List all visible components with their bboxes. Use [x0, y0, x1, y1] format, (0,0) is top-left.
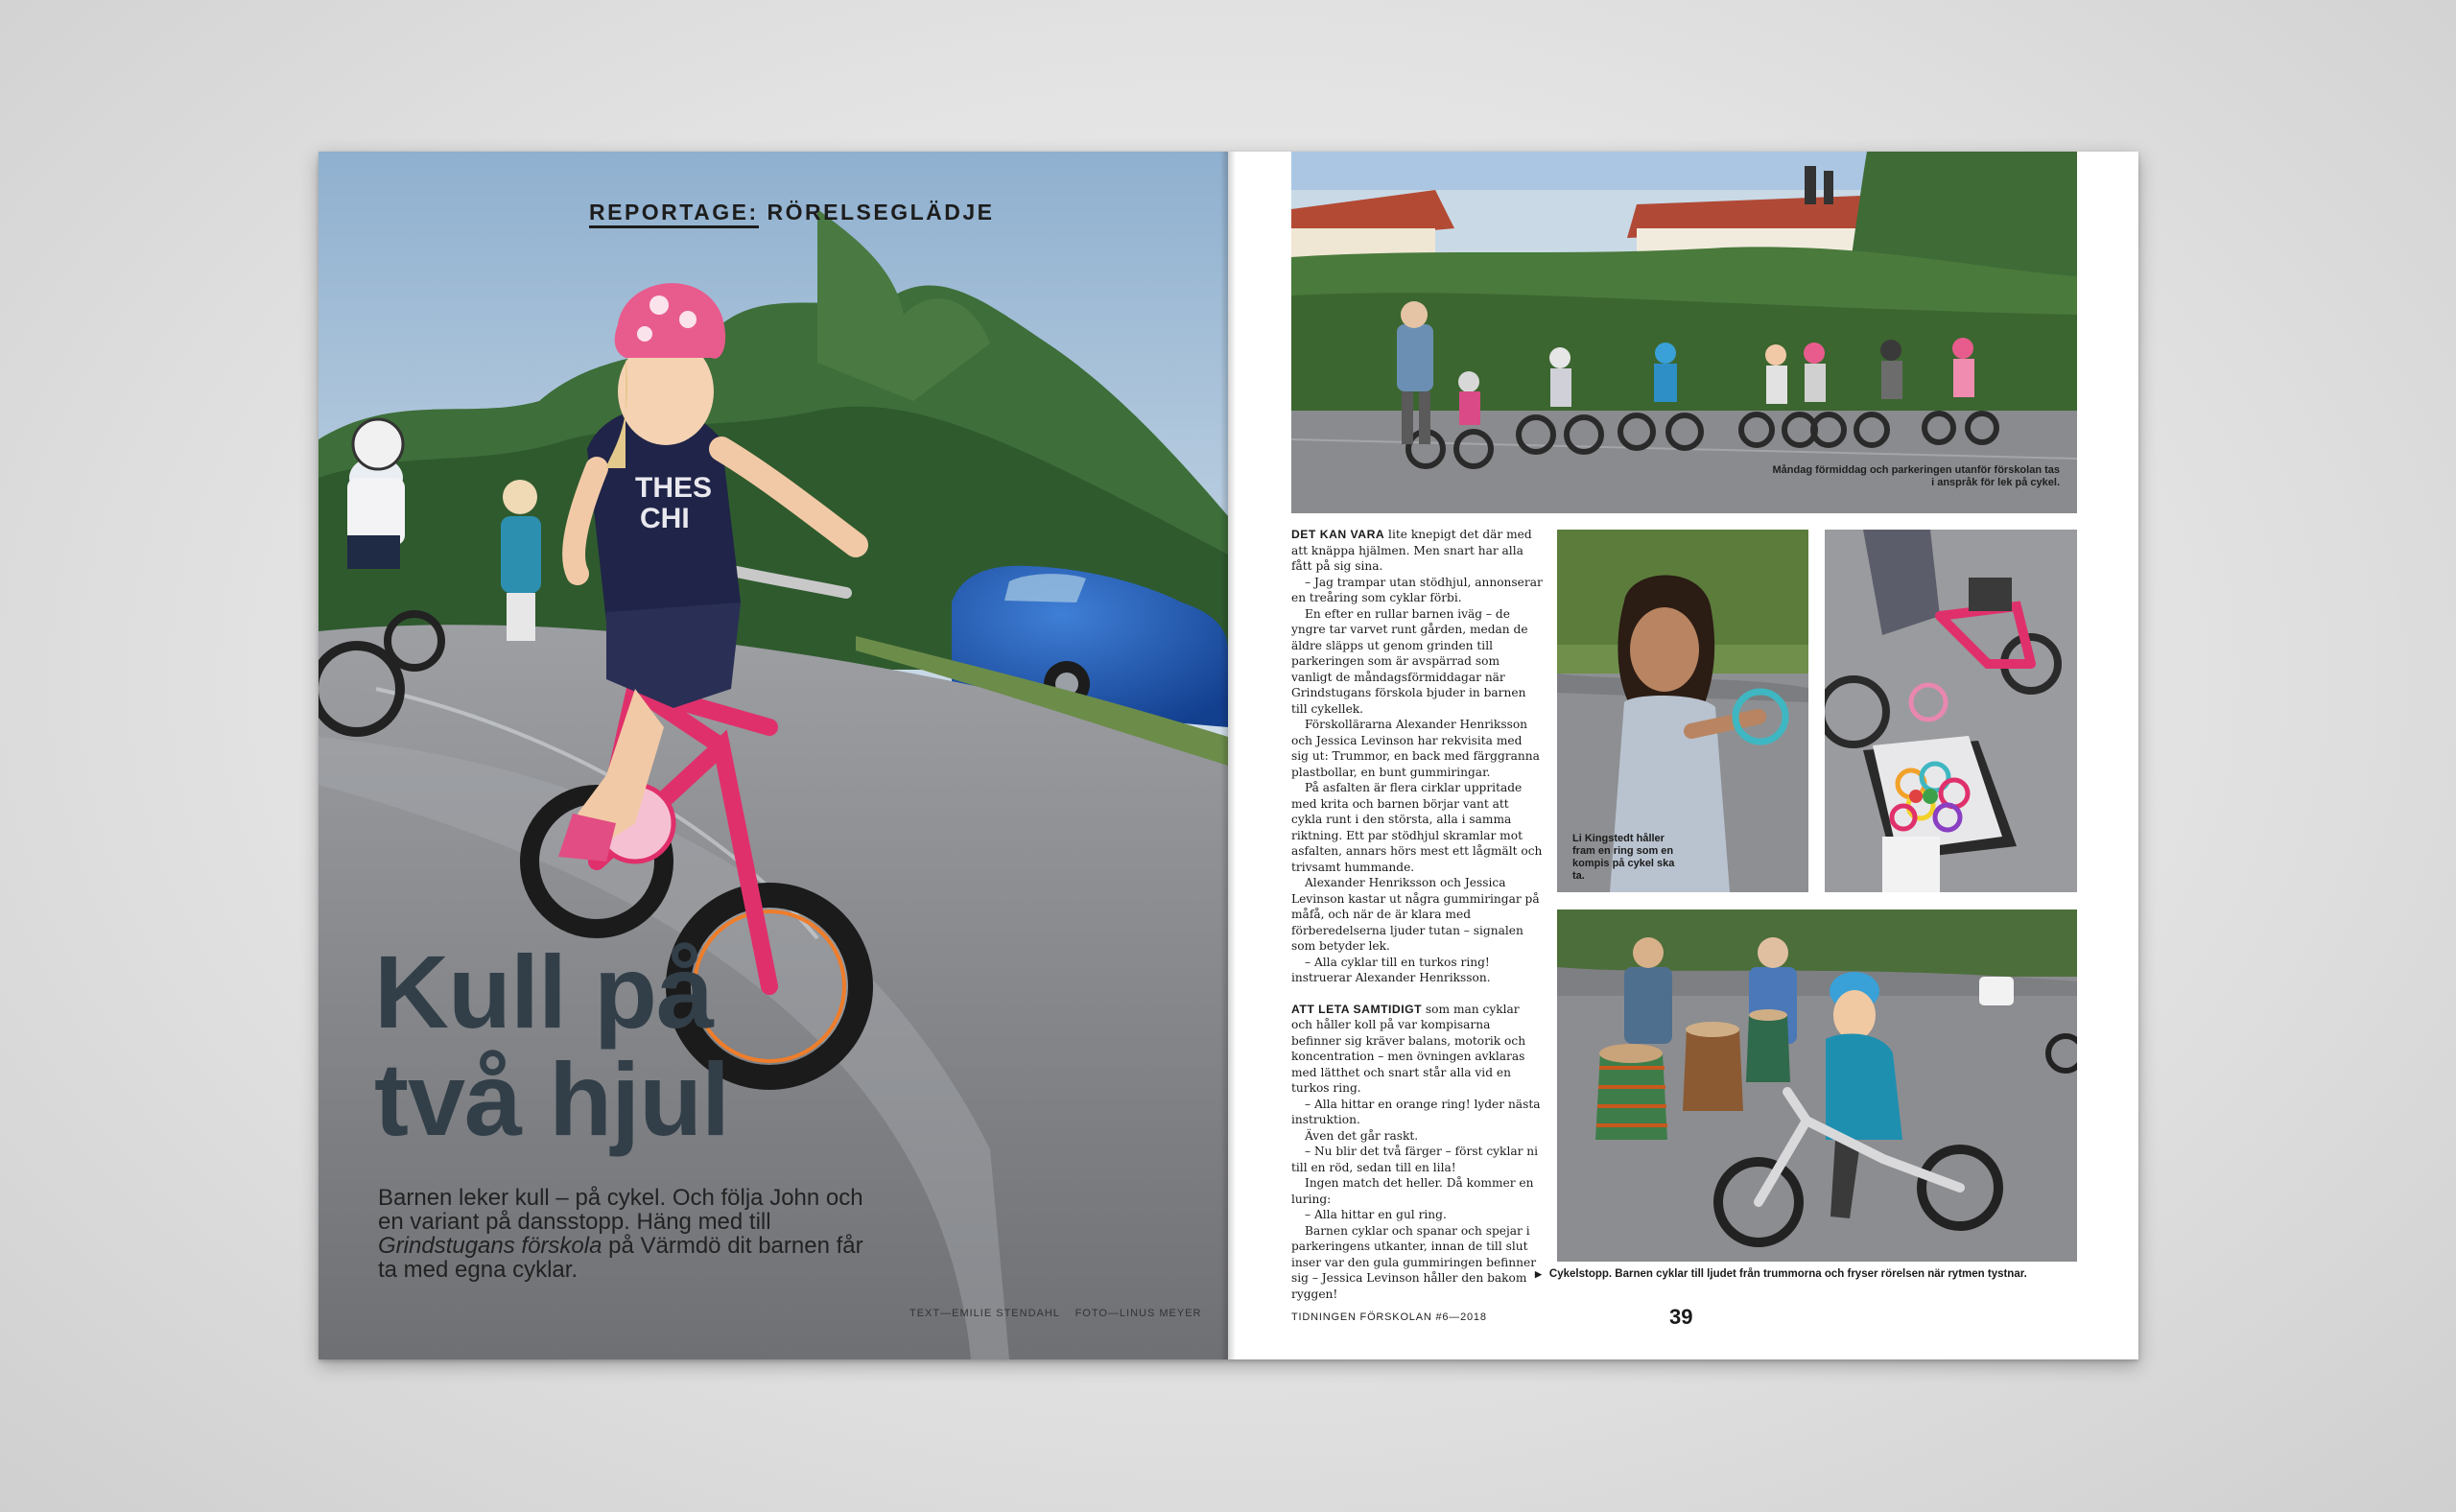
headline-line-2: två hjul	[374, 1041, 730, 1157]
paragraph: På asfalten är flera cirklar uppritade med krita och barnen börjar vant att cykla runt i den största, alla i samma riktning. Ett par stödhjul skramlar mot asfalten, annars hörs mest ett lågmält och trivsamt hummande.	[1291, 781, 1543, 874]
photo-rings-image	[1825, 530, 2077, 892]
paragraph-text: som man cyklar och håller koll på var kompisarna befinner sig kräver balans, motorik och koncentration – men övningen avklaras med lätthet och snart står alla vid en turkos ring.	[1291, 1002, 1526, 1095]
svg-text:THES: THES	[635, 472, 713, 504]
photo-girl-with-ring	[1557, 530, 1808, 892]
paragraph-text: lite knepigt det där med att knäppa hjälmen. Men snart har alla fått på sig sina.	[1291, 528, 1532, 573]
photo-box-of-rings	[1825, 530, 2077, 892]
caption-drums-text: Cykelstopp. Barnen cyklar till ljudet från trummorna och fryser rörelsen när rytmen tystnar.	[1548, 1268, 2027, 1280]
paragraph: – Alla hittar en orange ring! lyder nästa instruktion.	[1291, 1097, 1541, 1126]
hero-photo	[319, 152, 1228, 1359]
headline-line-1: Kull på	[374, 933, 714, 1050]
photo-drums-image	[1557, 910, 2077, 1262]
magazine-spread	[319, 152, 2138, 1359]
photo-parking-lot	[1291, 152, 2077, 513]
paragraph: Ingen match det heller. Då kommer en luring:	[1291, 1176, 1534, 1206]
deck-text-2: på Värmdö dit barnen får ta med egna cyklar.	[378, 1233, 863, 1283]
byline	[909, 1308, 1202, 1319]
paragraph-lead-in: ATT LETA SAMTIDIGT	[1291, 1002, 1423, 1016]
section-rubric	[589, 200, 995, 225]
paragraph: Barnen cyklar och spanar och spejar i parkeringens utkanter, innan de till slut inser var den gula gummiringen befinner sig – Jessica Levinson håller den bakom ryggen!	[1291, 1223, 1537, 1301]
caption-girl: Li Kingstedt håller fram en ring som en kompis på cykel ska ta.	[1572, 833, 1675, 882]
photo-parking-lot-image	[1291, 152, 2077, 513]
rubric-lead: REPORTAGE:	[589, 200, 759, 228]
byline-photo: FOTO—LINUS MEYER	[1074, 1308, 1202, 1319]
paragraph	[1291, 527, 1543, 575]
deck-italic: Grindstugans förskola	[378, 1233, 602, 1259]
article-deck	[378, 1186, 877, 1282]
paragraph-spacer	[1291, 986, 1543, 1002]
caption-arrow-icon: ▶	[1535, 1269, 1542, 1279]
paragraph: – Jag trampar utan stödhjul, annonserar en treåring som cyklar förbi.	[1291, 575, 1543, 604]
paragraph: Alexander Henriksson och Jessica Levinson kastar ut några gummiringar på måfå, och när de är klara med förberedelserna ljuder tutan – signalen som betyder lek.	[1291, 876, 1540, 953]
magazine-folio: TIDNINGEN FÖRSKOLAN #6—2018	[1291, 1311, 1487, 1323]
article-headline	[374, 933, 730, 1157]
article-body	[1291, 527, 1543, 1302]
paragraph-lead-in: DET KAN VARA	[1291, 528, 1385, 541]
page-number: 39	[1669, 1305, 1693, 1329]
caption-parking-lot: Måndag förmiddag och parkeringen utanför förskolan tas i anspråk för lek på cykel.	[1772, 464, 2060, 488]
paragraph: – Alla cyklar till en turkos ring! instruerar Alexander Henriksson.	[1291, 955, 1491, 984]
paragraph	[1291, 1002, 1543, 1097]
rubric-topic: RÖRELSEGLÄDJE	[767, 200, 995, 224]
photo-drums-and-cyclist	[1557, 910, 2077, 1262]
paragraph: Även det går raskt.	[1305, 1128, 1419, 1143]
paragraph: – Alla hittar en gul ring.	[1305, 1208, 1447, 1221]
left-page	[319, 152, 1228, 1359]
svg-text:CHI: CHI	[640, 503, 690, 534]
spread-gutter	[1220, 152, 1236, 1359]
paragraph: En efter en rullar barnen iväg – de yngre tar varvet runt gården, medan de äldre släpps ut genom grinden till parkeringen som är avspärrad som vanligt de måndagsförmiddagar när Grindstugans förskola bjuder in barnen till cykellek.	[1291, 606, 1528, 716]
right-page	[1228, 152, 2138, 1359]
caption-drums	[1535, 1268, 2027, 1280]
paragraph: – Nu blir det två färger – först cyklar ni till en röd, sedan till en lila!	[1291, 1145, 1539, 1174]
deck-text-1: Barnen leker kull – på cykel. Och följa John och en variant på dansstopp. Häng med till	[378, 1185, 863, 1235]
byline-text: TEXT—EMILIE STENDAHL	[909, 1308, 1060, 1319]
paragraph: Förskollärarna Alexander Henriksson och Jessica Levinson har rekvisita med sig ut: Trummor, en back med färggranna plastbollar, en bunt gummiringar.	[1291, 718, 1540, 779]
